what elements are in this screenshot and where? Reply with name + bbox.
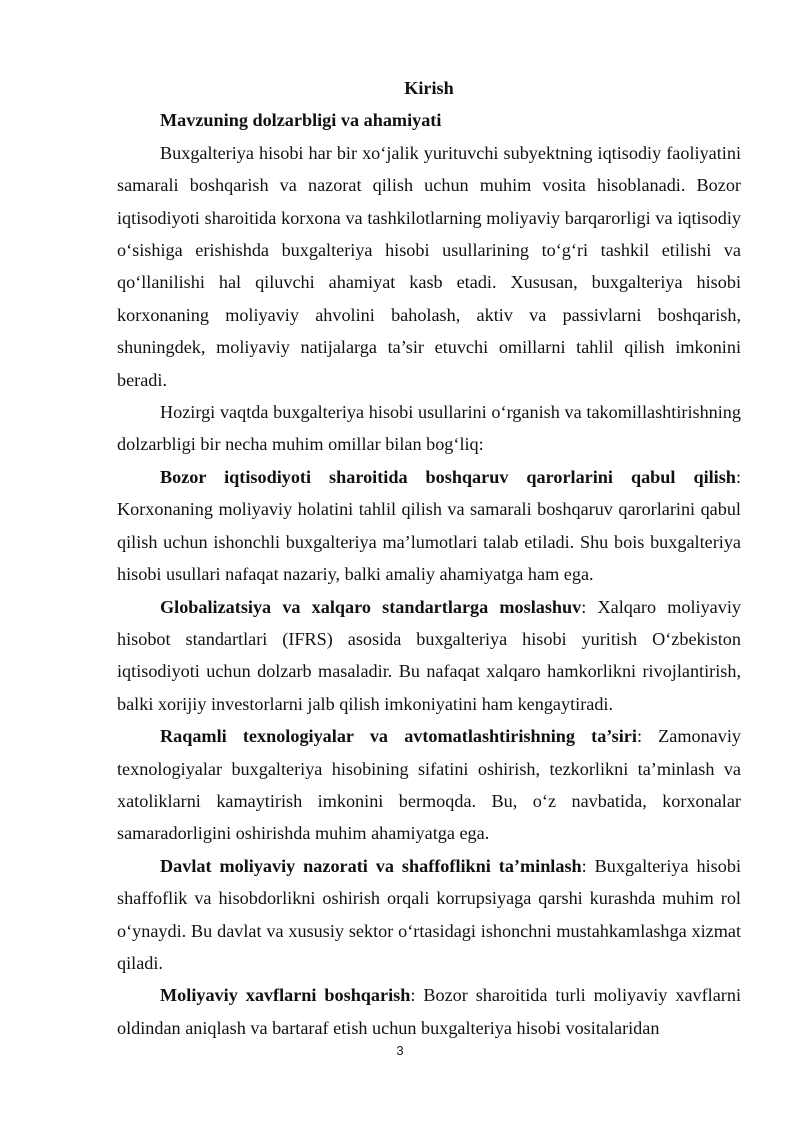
paragraph-heading: Moliyaviy xavflarni boshqarish bbox=[160, 985, 411, 1006]
page-title: Kirish bbox=[404, 78, 454, 98]
paragraph-heading: Bozor iqtisodiyoti sharoitida boshqaruv qarorlarini qabul qilish bbox=[160, 466, 736, 487]
paragraph-market-decisions bbox=[117, 461, 741, 591]
paragraph-text: : Xalqaro moliyaviy hisobot standartlari (IFRS) asosida buxgalteriya hisobi yuritish O‘zbekiston iqtisodiyoti uchun dolzarb masaladir. Bu nafaqat xalqaro hamkorlikni rivojlantirish, balki xorijiy investorlarni jalb qilish imkoniyatini ham kengaytiradi. bbox=[117, 596, 741, 714]
paragraph-heading: Davlat moliyaviy nazorati va shaffoflikni ta’minlash bbox=[160, 855, 582, 876]
paragraph-text: : Korxonaning moliyaviy holatini tahlil qilish va samarali boshqaruv qarorlarini qabul qilish uchun ishonchli buxgalteriya ma’lumotlari talab etiladi. Shu bois buxgalteriya hisobi usullari nafaqat nazariy, balki amaliy ahamiyatga ham ega. bbox=[117, 466, 741, 585]
paragraph-state-control bbox=[117, 850, 741, 980]
paragraph-text: : Bozor sharoitida turli moliyaviy xavflarni oldindan aniqlash va bartaraf etish uchun buxgalteriya hisobi vositalaridan bbox=[117, 985, 741, 1038]
page-number: 3 bbox=[396, 1043, 404, 1058]
paragraph-heading: Raqamli texnologiyalar va avtomatlashtirishning ta’siri bbox=[160, 726, 637, 747]
paragraph-relevance bbox=[117, 396, 741, 461]
paragraph-heading: Globalizatsiya va xalqaro standartlarga moslashuv bbox=[160, 596, 582, 617]
paragraph-text: Buxgalteriya hisobi har bir xo‘jalik yurituvchi subyektning iqtisodiy faoliyatini samarali boshqarish va nazorat qilish uchun muhim vosita hisoblanadi. Bozor iqtisodiyoti sharoitida korxona va tashkilotlarning moliyaviy barqarorligi va iqtisodiy o‘sishiga erishishda buxgalteriya hisobi usullarining to‘g‘ri tashkil etilishi va qo‘llanilishi hal qiluvchi ahamiyat kasb etadi. Xususan, buxgalteriya hisobi korxonaning moliyaviy ahvolini baholash, aktiv va passivlarni boshqarish, shuningdek, moliyaviy natijalarga ta’sir etuvchi omillarni tahlil qilish imkonini beradi. bbox=[117, 142, 741, 390]
document-body bbox=[117, 72, 741, 1044]
paragraph-financial-risks bbox=[117, 979, 741, 1044]
paragraph-text: : Zamonaviy texnologiyalar buxgalteriya hisobining sifatini oshirish, tezkorlikni ta’minlash va xatoliklarni kamaytirish imkonini bermoqda. Bu, o‘z navbatida, korxonalar samaradorligini oshirishda muhim ahamiyatga ega. bbox=[117, 726, 741, 844]
paragraph-globalization bbox=[117, 591, 741, 721]
paragraph-digital-tech bbox=[117, 720, 741, 850]
paragraph-text: Hozirgi vaqtda buxgalteriya hisobi usullarini o‘rganish va takomillashtirishning dolzarbligi bir necha muhim omillar bilan bog‘liq: bbox=[117, 402, 741, 455]
paragraph-intro bbox=[117, 137, 741, 396]
paragraph-text: : Buxgalteriya hisobi shaffoflik va hisobdorlikni oshirish orqali korrupsiyaga qarshi kurashda muhim rol o‘ynaydi. Bu davlat va xususiy sektor o‘rtasidagi ishonchni mustahkamlashga xizmat qiladi. bbox=[117, 855, 741, 973]
section-subtitle: Mavzuning dolzarbligi va ahamiyati bbox=[160, 110, 442, 131]
